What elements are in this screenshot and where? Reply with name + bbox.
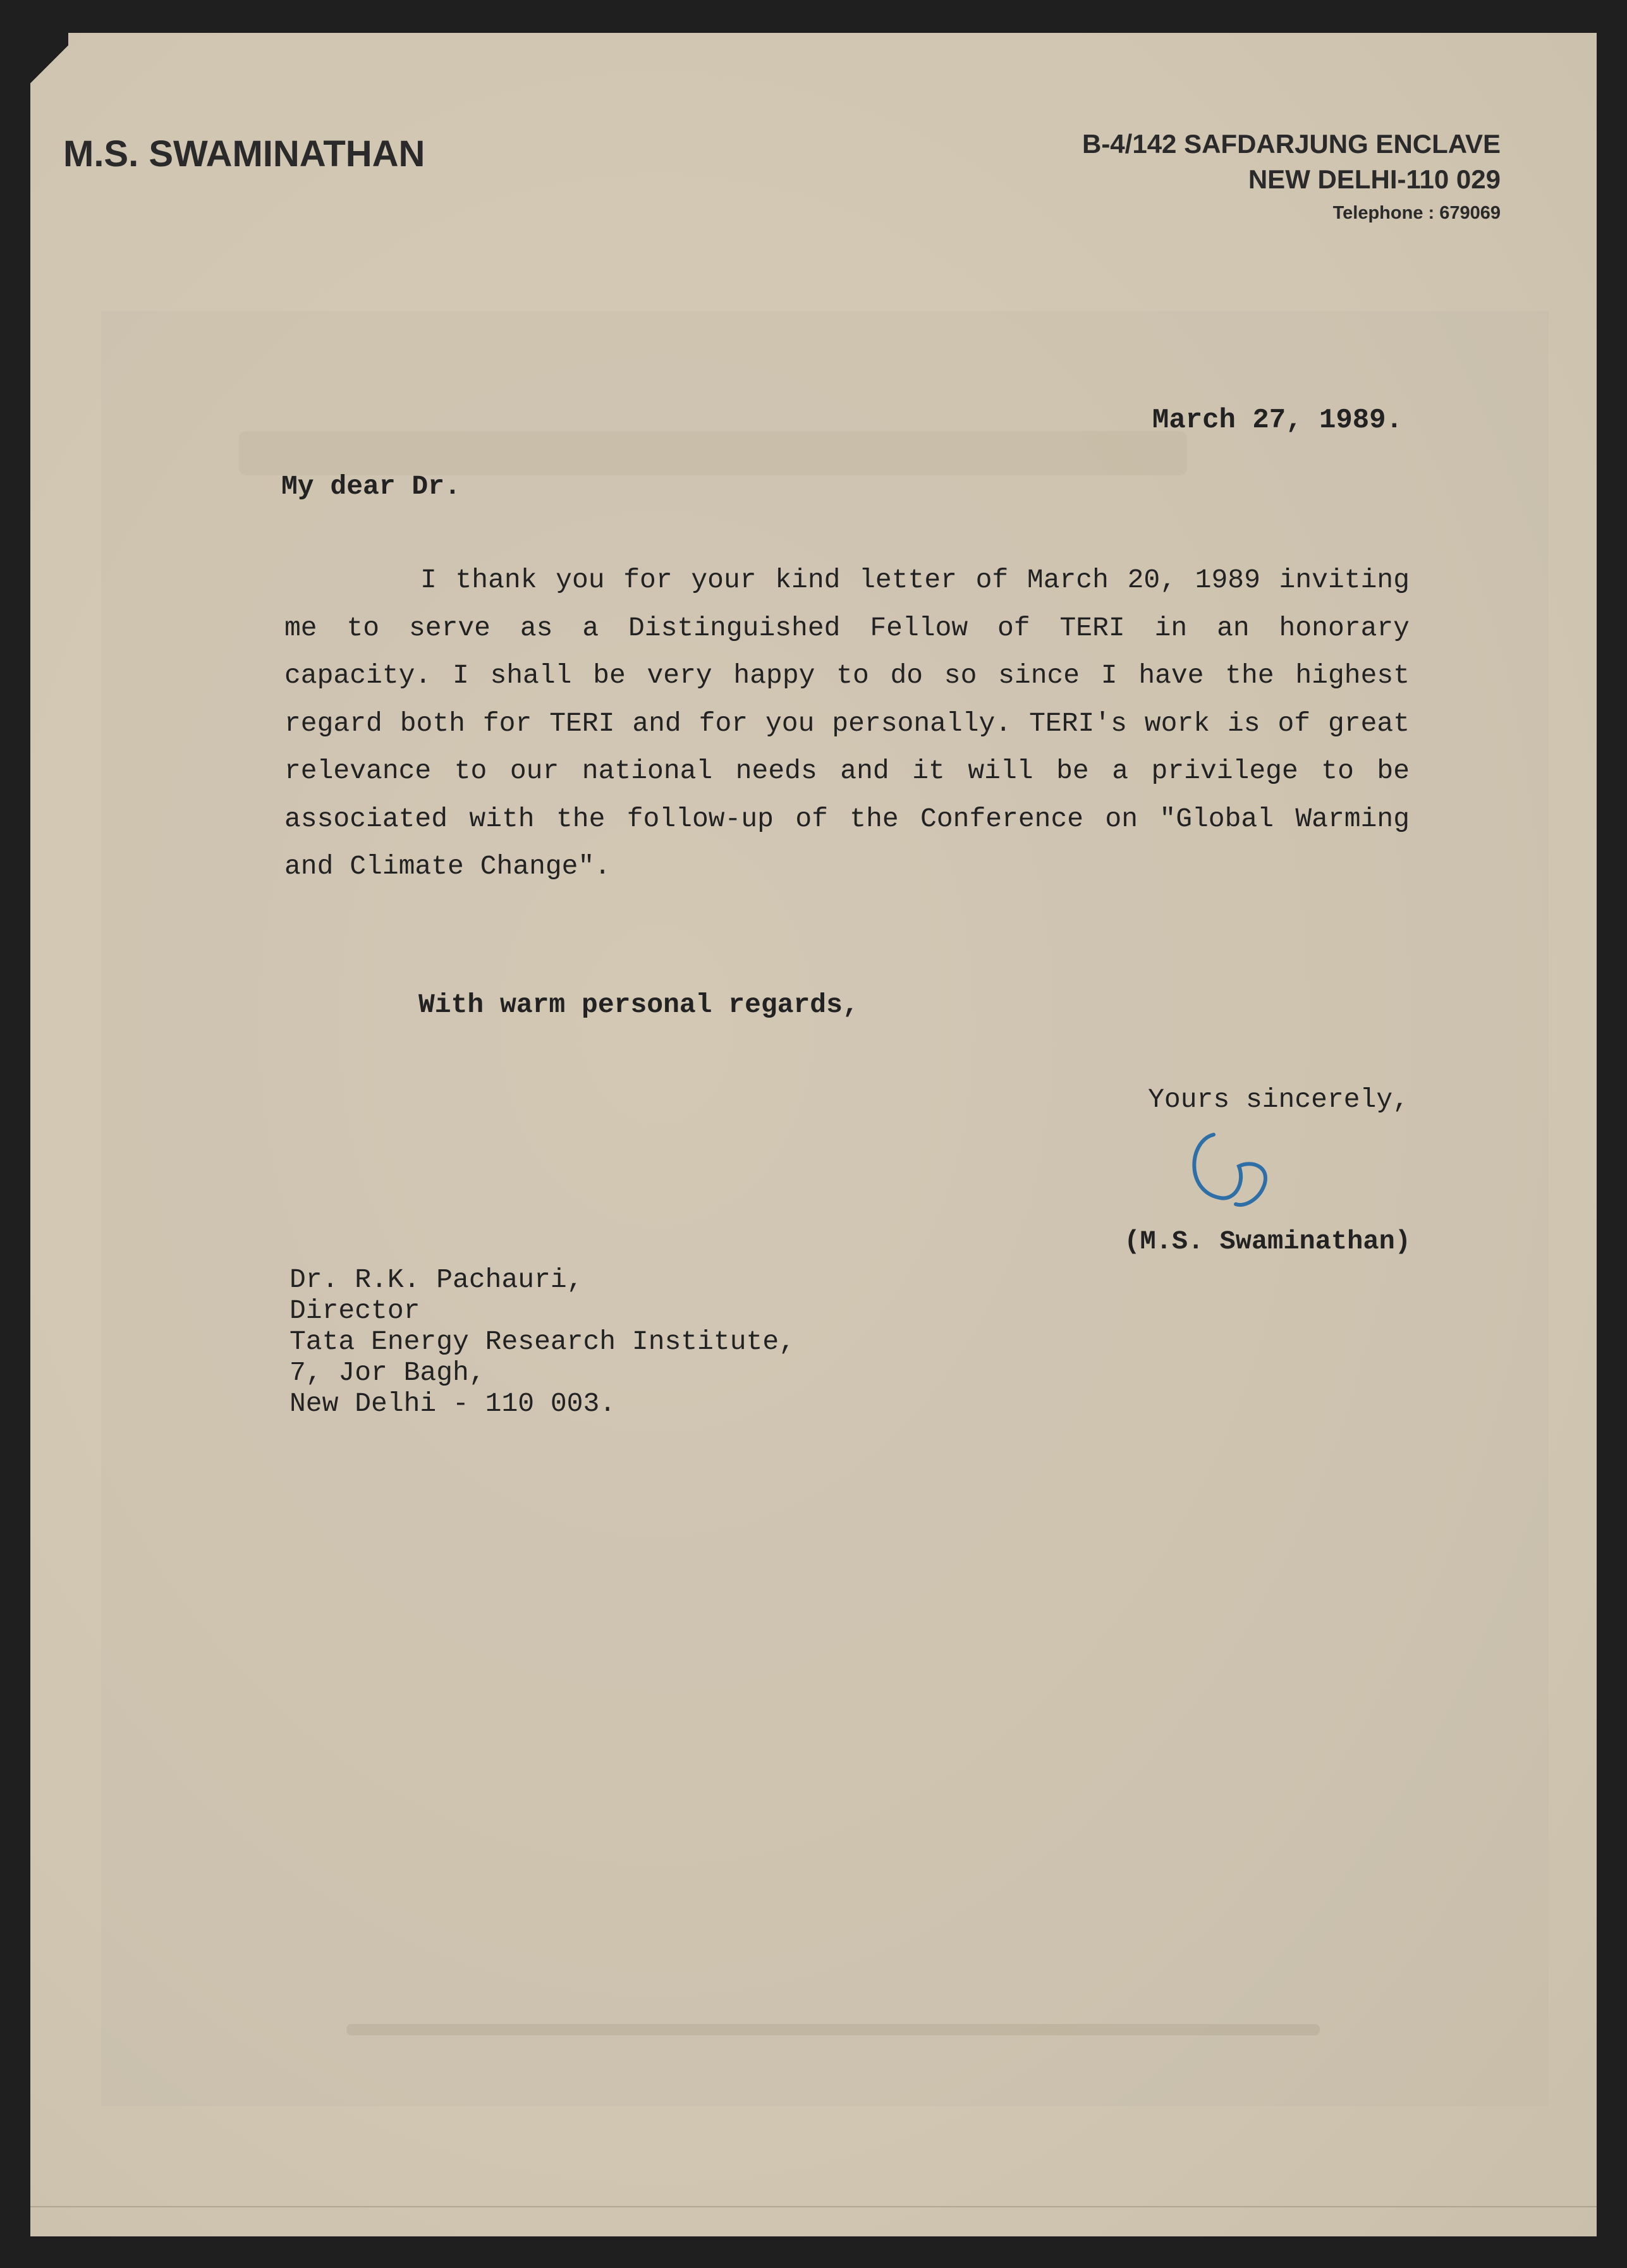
show-through-footer	[346, 2024, 1320, 2035]
recipient-line: Dr. R.K. Pachauri,	[289, 1264, 583, 1295]
recipient-line: 7, Jor Bagh,	[289, 1357, 485, 1388]
closing-line: With warm personal regards,	[418, 989, 859, 1020]
handwritten-signature	[1176, 1122, 1302, 1217]
letterhead-address	[1082, 126, 1501, 229]
letterhead-address-line1: B-4/142 SAFDARJUNG ENCLAVE	[1082, 129, 1501, 159]
salutation: My dear Dr.	[281, 471, 461, 502]
letter-page	[30, 33, 1597, 2236]
signatory-name: (M.S. Swaminathan)	[1124, 1226, 1411, 1257]
recipient-line: New Delhi - 110 003.	[289, 1388, 616, 1419]
letter-date: March 27, 1989.	[1152, 405, 1403, 436]
letterhead-telephone: Telephone : 679069	[1332, 203, 1501, 223]
page-bottom-edge	[30, 2206, 1597, 2207]
show-through-header	[239, 431, 1187, 475]
valediction: Yours sincerely,	[1148, 1084, 1409, 1115]
recipient-address	[289, 1264, 795, 1419]
recipient-line: Director	[289, 1295, 420, 1326]
letterhead-address-line2: NEW DELHI-110 029	[1248, 164, 1501, 194]
letterhead-name: M.S. SWAMINATHAN	[63, 133, 425, 174]
recipient-line: Tata Energy Research Institute,	[289, 1326, 795, 1357]
body-paragraph: I thank you for your kind letter of March 20, 1989 inviting me to serve as a Distinguished Fellow of TERI in an honorary capacity. I shall be very happy to do so since I have the highest regard both for TERI and for you personally. TERI's work is of great relevance to our national needs and it will be a privilege to be associated with the follow-up of the Conference on "Global Warming and Climate Change".	[284, 564, 1410, 882]
folded-corner	[30, 33, 68, 96]
